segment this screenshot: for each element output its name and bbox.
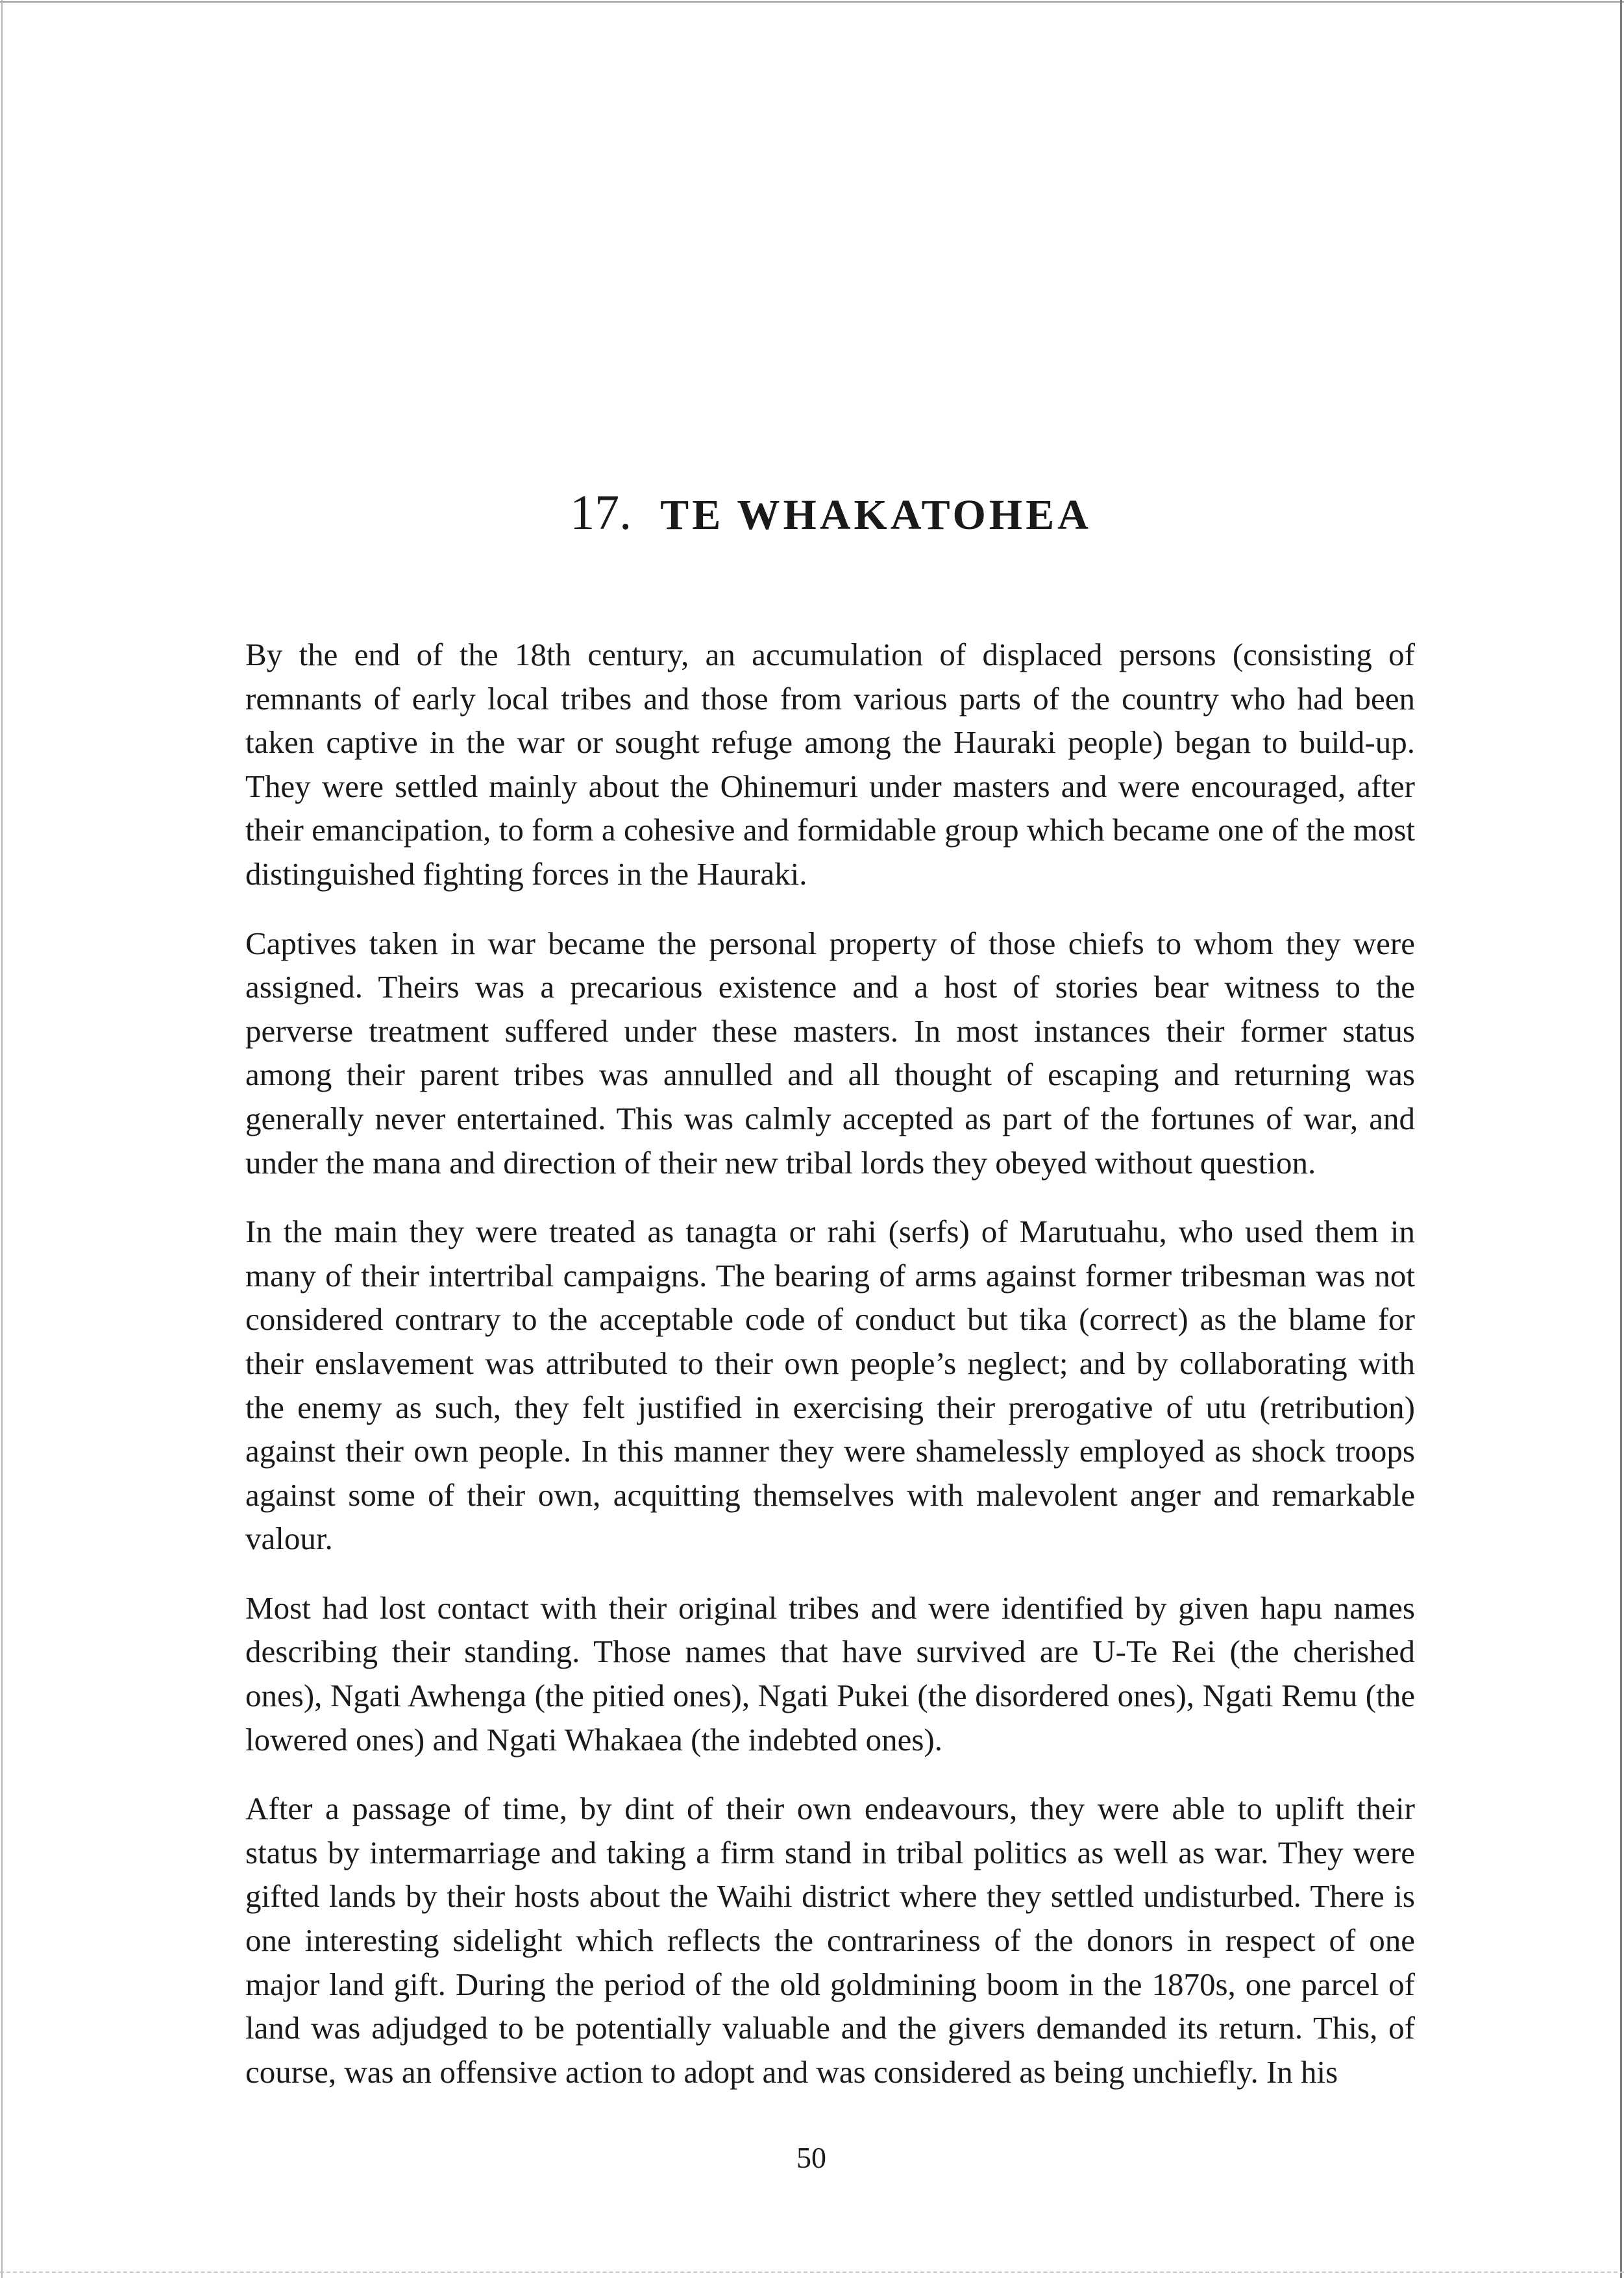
scan-edge-right — [1620, 0, 1622, 2278]
page-number: 50 — [796, 2141, 826, 2174]
paragraph-continued: After a passage of time, by dint of their own endeavours, they were able to uplift their status by intermarriage and taking a firm stand in tribal politics as well as war. They were gifted lands by their hosts about the Waihi district where they settled undisturbed. There is one interesting sidelight which reflects the contrariness of the donors in respect of one major land gift. During the period of the old goldmining boom in the 1870s, one parcel of land was adjudged to be potentially valuable and the givers demanded its return. This, of course, was an offensive action to adopt and was considered as being unchiefly. In his — [245, 1791, 1415, 2090]
body-text — [245, 633, 1415, 2119]
scan-edge-left — [1, 0, 3, 2278]
paragraph: In the main they were treated as tanagta or rahi (serfs) of Marutuahu, who used them in many of their intertribal campaigns. The bearing of arms against former tribesman was not considered contrary to the acceptable code of conduct but tika (correct) as the blame for their enslavement was attributed to their own people’s neglect; and by collaborating with the enemy as such, they felt justified in exercising their prerogative of utu (retribution) against their own people. In this manner they were shamelessly employed as shock troops against some of their own, acquitting themselves with malevolent anger and remarkable valour. — [245, 1214, 1415, 1557]
paragraph: By the end of the 18th century, an accumulation of displaced persons (consisting of remnants of early local tribes and those from various parts of the country who had been taken captive in the war or sought refuge among the Hauraki people) began to build-up. They were settled mainly about the Ohinemuri under masters and were encouraged, after their emancipation, to form a cohesive and formidable group which became one of the most distinguished fighting forces in the Hauraki. — [245, 637, 1415, 892]
paragraph: Most had lost contact with their original tribes and were identified by given hapu names describing their standing. Those names that have survived are U-Te Rei (the cherished ones), Ngati Awhenga (the pitied ones), Ngati Pukei (the disordered ones), Ngati Remu (the lowered ones) and Ngati Whakaea (the indebted ones). — [245, 1589, 1415, 1757]
paragraph: Captives taken in war became the personal property of those chiefs to whom they were assigned. Theirs was a precarious existence and a host of stories bear witness to the perverse treatment suffered under these masters. In most instances their former status among their parent tribes was annulled and all thought of escaping and returning was generally never entertained. This was calmly accepted as part of the fortunes of war, and under the mana and direction of their new tribal lords they obeyed without question. — [245, 925, 1415, 1181]
chapter-heading — [247, 477, 1415, 551]
scan-edge-top — [0, 1, 1624, 3]
chapter-title: TE WHAKATOHEA — [660, 491, 1092, 539]
scan-edge-bottom — [0, 2272, 1624, 2273]
chapter-number: 17. — [570, 485, 632, 540]
